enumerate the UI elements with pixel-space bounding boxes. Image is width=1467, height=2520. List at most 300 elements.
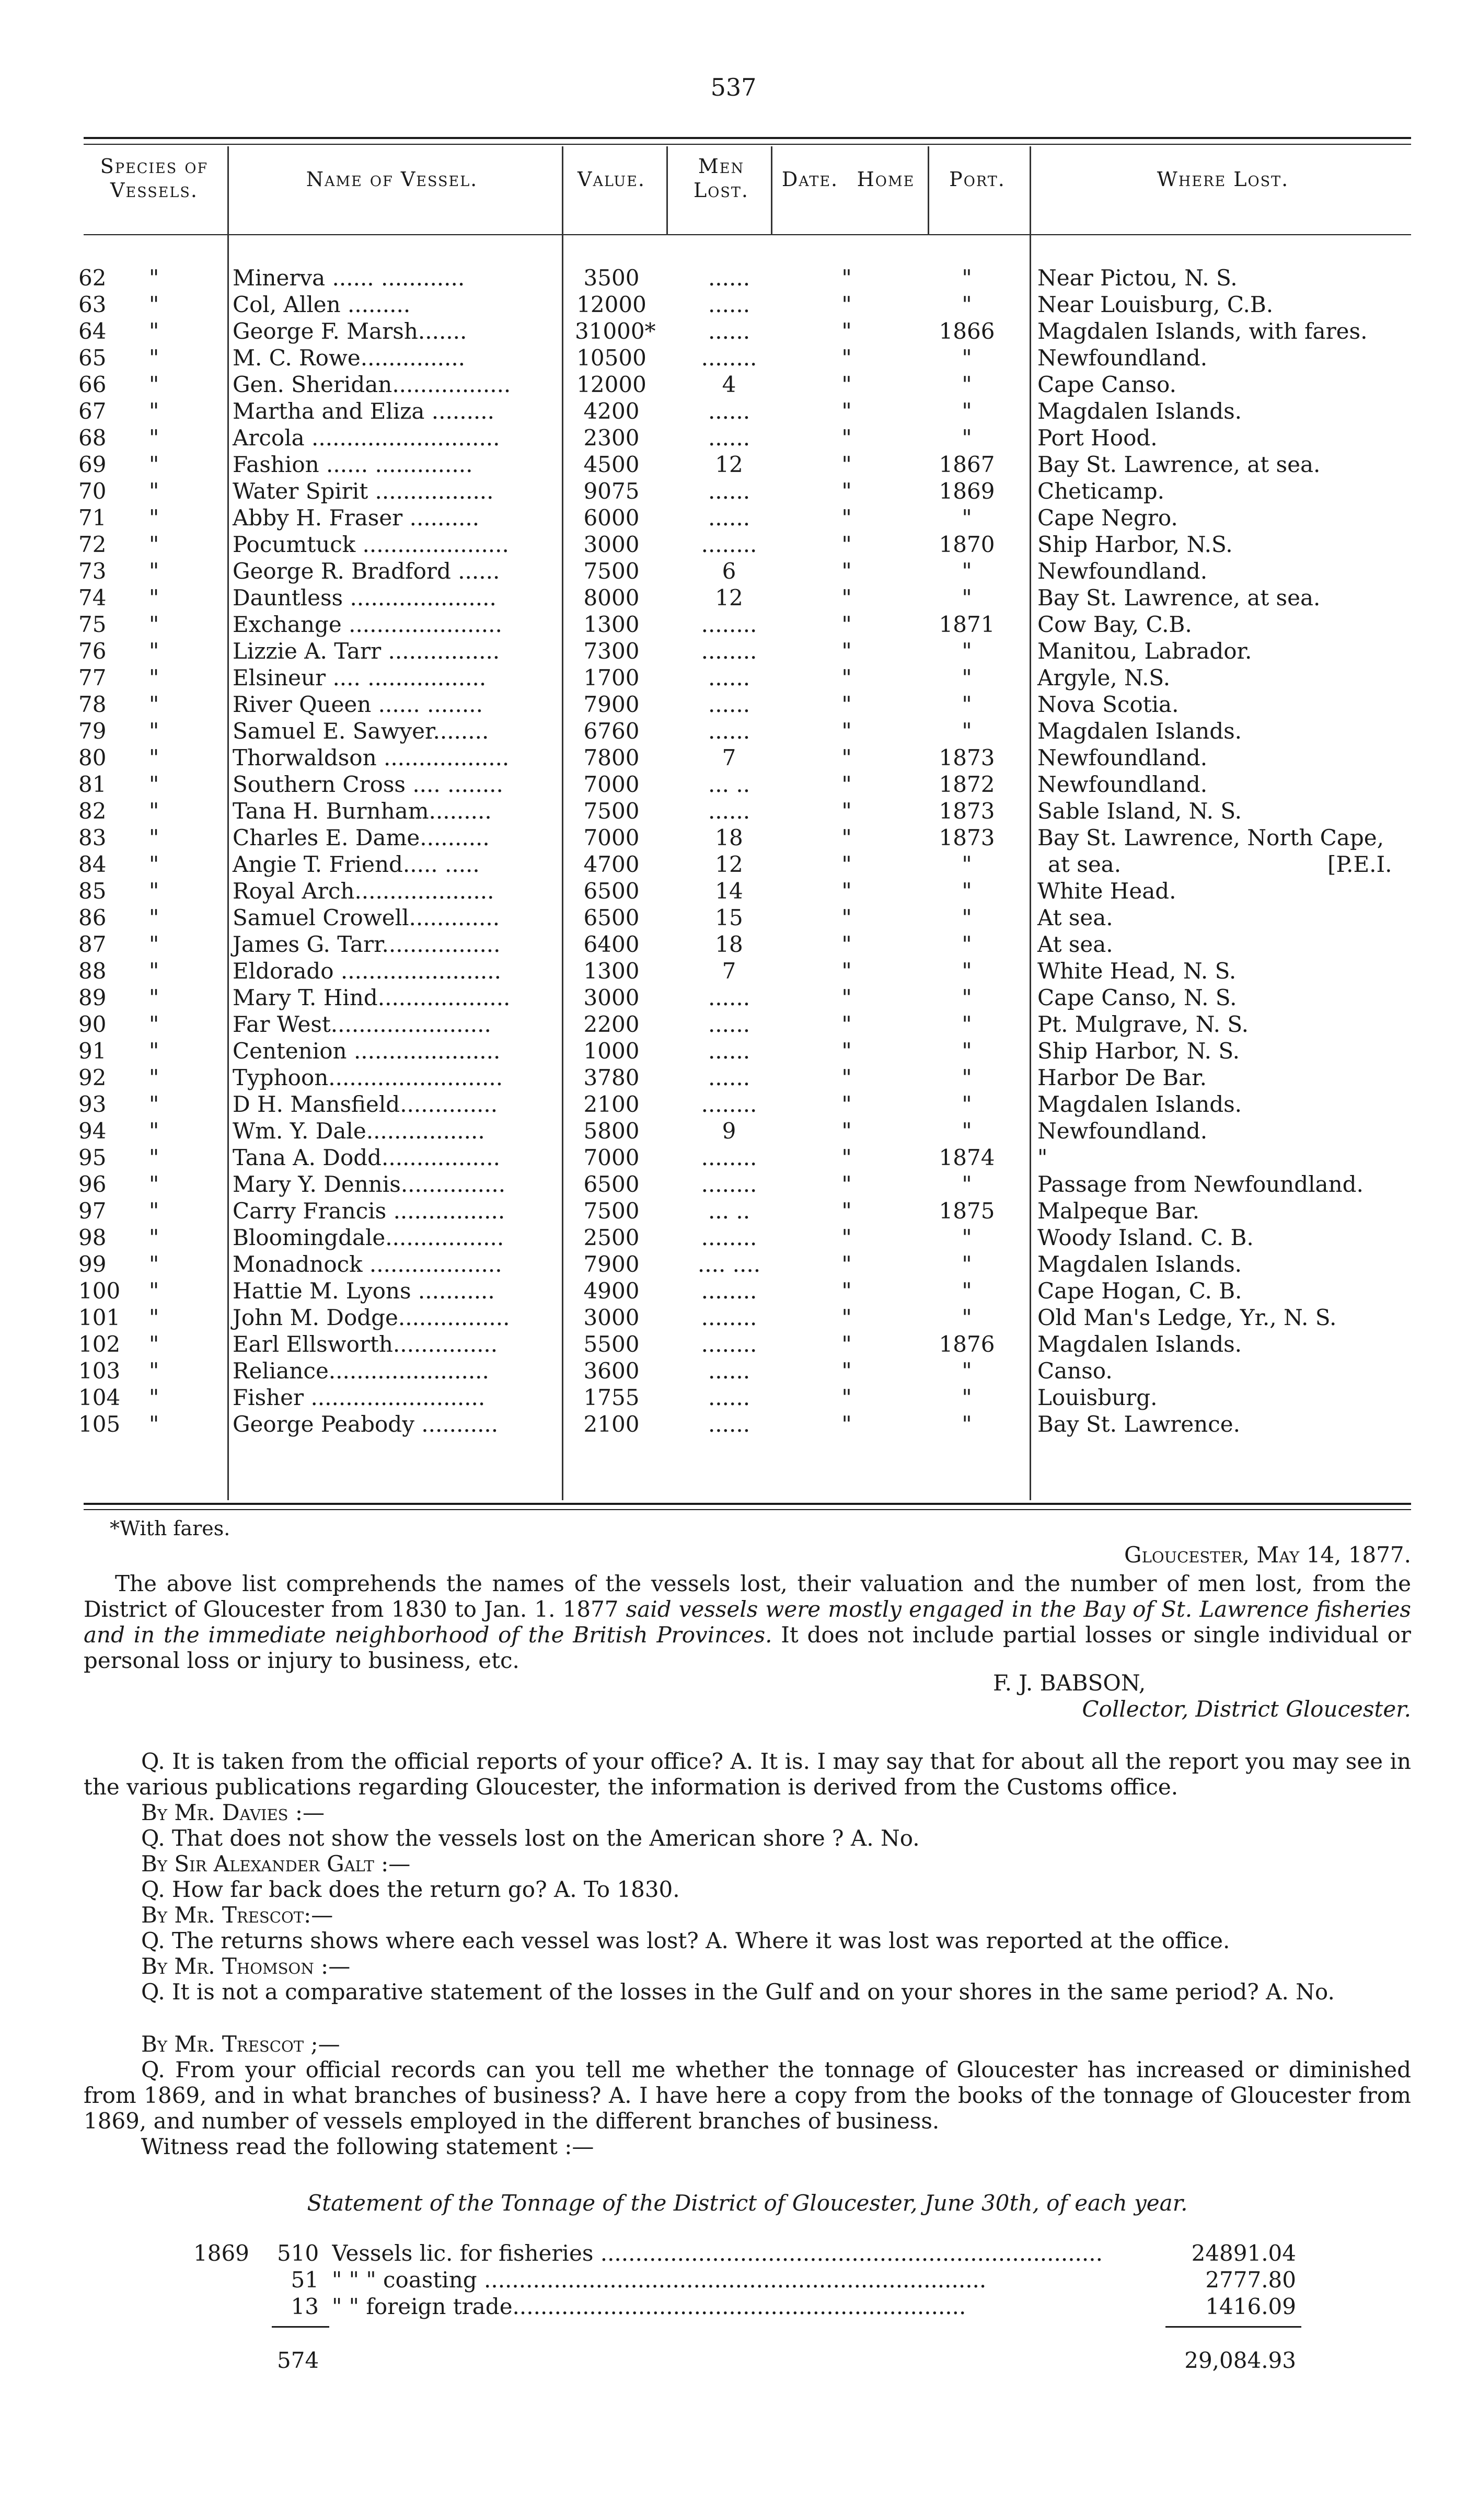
row-number: 104 [78,1385,121,1410]
home-cell: " [841,398,852,424]
vessel-name-cell: George R. Bradford ...... [233,558,500,584]
header-men-lost: Men Lost. [694,155,749,202]
value-cell: 3000 [583,532,640,557]
species-cell: " [149,825,159,850]
year-cell: " [962,1011,972,1037]
home-cell: " [841,1411,852,1437]
where-lost-cell: At sea. [1037,931,1113,957]
vessel-name-cell: Hattie M. Lyons ........... [233,1278,495,1304]
vessel-name-cell: Samuel E. Sawyer........ [233,718,489,744]
table-row [0,824,1467,851]
year-cell: " [962,905,972,930]
home-cell: " [841,745,852,770]
species-cell: " [149,1065,159,1090]
qa-speaker: By Mr. Thomson :— [141,1953,351,1979]
page-number: 537 [710,73,757,101]
statement-amount: 24891.04 [1191,2240,1296,2266]
vessel-name-cell: Tana A. Dodd................. [233,1145,500,1170]
vessel-name-cell: Samuel Crowell............. [233,905,500,930]
year-cell: " [962,718,972,744]
where-lost-cell: Louisburg. [1037,1385,1158,1410]
table-row [0,744,1467,771]
where-lost-cell: Cheticamp. [1037,478,1164,504]
value-cell: 1300 [583,612,640,637]
where-lost-cell: Malpeque Bar. [1037,1198,1200,1224]
letter-text: The above list comprehends the names of the vessels lost, their valuation and the number of men lost, from the District of Gloucester from 1830 to Jan. 1. 1877 [84,1571,1411,1622]
species-cell: " [149,798,159,824]
year-cell: " [962,958,972,984]
men-lost-cell: ........ [701,1331,757,1357]
men-lost-cell: ...... [708,1065,750,1090]
men-lost-cell: ...... [708,1038,750,1064]
men-lost-cell: ...... [708,1358,750,1384]
species-cell: " [149,478,159,504]
home-cell: " [841,558,852,584]
header-port: Port. [949,168,1006,191]
where-lost-cell: Bay St. Lawrence, at sea. [1037,452,1321,477]
value-cell: 6400 [583,931,640,957]
where-lost-cell: White Head. [1037,878,1176,904]
where-lost-cell: Nova Scotia. [1037,692,1179,717]
species-cell: " [149,1011,159,1037]
table-row [0,584,1467,611]
species-cell: " [149,398,159,424]
statement-desc: Vessels lic. for fisheries ........................................................................ [332,2240,1103,2266]
table-row [0,1011,1467,1038]
where-lost-cell: Cape Canso, N. S. [1037,985,1237,1010]
vessel-name-cell: Arcola ........................... [233,425,500,451]
vessel-name-cell: Eldorado ....................... [233,958,501,984]
men-lost-cell: ...... [708,505,750,531]
species-cell: " [149,718,159,744]
value-cell: 7800 [583,745,640,770]
table-row [0,1251,1467,1278]
species-cell: " [149,318,159,344]
value-cell: 7000 [583,1145,640,1170]
value-cell: 6500 [583,905,640,930]
home-cell: " [841,665,852,691]
row-number: 90 [78,1011,107,1037]
home-cell: " [841,372,852,397]
vessel-name-cell: Southern Cross .... ........ [233,772,503,797]
year-cell: " [962,1411,972,1437]
table-row [0,638,1467,664]
home-cell: " [841,425,852,451]
value-cell: 1755 [583,1385,640,1410]
year-cell: " [962,851,972,877]
value-cell: 31000* [575,318,656,344]
where-lost-cell: Harbor De Bar. [1037,1065,1207,1090]
table-row [0,504,1467,531]
qa-speaker: By Sir Alexander Galt :— [141,1851,411,1877]
dateline: Gloucester, May 14, 1877. [1124,1542,1411,1568]
men-lost-cell: ........ [701,1171,757,1197]
vessel-name-cell: River Queen ...... ........ [233,692,483,717]
where-lost-cell: Cape Hogan, C. B. [1037,1278,1242,1304]
qa-note: Witness read the following statement :— [141,2134,594,2159]
value-cell: 7300 [583,638,640,664]
men-lost-cell: 7 [722,958,736,984]
footnote: *With fares. [110,1517,230,1540]
table-row [0,984,1467,1011]
men-lost-cell: ........ [701,532,757,557]
where-lost-cell: Newfoundland. [1037,558,1208,584]
home-cell: " [841,1065,852,1090]
row-number: 74 [78,585,107,611]
year-cell: " [962,558,972,584]
home-cell: " [841,931,852,957]
species-cell: " [149,1145,159,1170]
row-number: 99 [78,1251,107,1277]
qa-question: Q. It is taken from the official reports of your office? A. It is. I may say that for about all the report you may see in the various publications regarding Gloucester, the information is derived from the Customs office. [84,1748,1411,1800]
species-cell: " [149,505,159,531]
value-cell: 3600 [583,1358,640,1384]
men-lost-cell: ...... [708,478,750,504]
row-number: 97 [78,1198,107,1224]
home-cell: " [841,1038,852,1064]
value-cell: 6500 [583,1171,640,1197]
vessel-name-cell: Mary T. Hind................... [233,985,511,1010]
value-cell: 8000 [583,585,640,611]
vessel-name-cell: George Peabody ........... [233,1411,499,1437]
men-lost-cell: ........ [701,1225,757,1250]
value-cell: 7000 [583,825,640,850]
table-row [0,611,1467,638]
year-cell: " [962,665,972,691]
table-row [0,451,1467,478]
species-cell: " [149,1251,159,1277]
row-number: 85 [78,878,107,904]
vessel-name-cell: Pocumtuck ..................... [233,532,509,557]
species-cell: " [149,665,159,691]
where-lost-cell: Newfoundland. [1037,345,1208,371]
species-cell: " [149,612,159,637]
where-lost-cell: Near Louisburg, C.B. [1037,292,1274,317]
men-lost-cell: ........ [701,1278,757,1304]
vessel-name-cell: John M. Dodge................ [233,1305,510,1330]
row-number: 71 [78,505,107,531]
qa-question: Q. How far back does the return go? A. To 1830. [141,1877,680,1902]
home-cell: " [841,1251,852,1277]
where-lost-cell: Manitou, Labrador. [1037,638,1252,664]
row-number: 67 [78,398,107,424]
where-lost-cell: Cow Bay, C.B. [1037,612,1192,637]
men-lost-cell: ...... [708,1011,750,1037]
row-number: 73 [78,558,107,584]
table-row [0,931,1467,958]
table-row [0,478,1467,504]
year-cell: 1869 [939,478,995,504]
vessel-name-cell: Dauntless ..................... [233,585,496,611]
table-row [0,1304,1467,1331]
value-cell: 12000 [576,292,646,317]
home-cell: " [841,265,852,291]
home-cell: " [841,718,852,744]
men-lost-cell: ........ [701,1305,757,1330]
year-cell: " [962,425,972,451]
men-lost-cell: 4 [722,372,736,397]
men-lost-cell: ...... [708,398,750,424]
vessel-name-cell: Centenion ..................... [233,1038,501,1064]
table-row [0,1091,1467,1118]
vessel-name-cell: Water Spirit ................. [233,478,494,504]
year-cell: " [962,1065,972,1090]
where-lost-cell: White Head, N. S. [1037,958,1237,984]
vessel-name-cell: Fashion ...... .............. [233,452,473,477]
where-lost-cell: " [1037,1145,1048,1170]
table-row [0,718,1467,744]
vessel-name-cell: Earl Ellsworth............... [233,1331,498,1357]
row-number: 79 [78,718,107,744]
men-lost-cell: .... .... [697,1251,761,1277]
where-lost-cell: Port Hood. [1037,425,1158,451]
home-cell: " [841,1011,852,1037]
species-cell: " [149,905,159,930]
where-lost-cell: Argyle, N.S. [1037,665,1171,691]
value-cell: 6000 [583,505,640,531]
men-lost-cell: ... .. [708,1198,750,1224]
species-cell: " [149,1385,159,1410]
vessel-name-cell: Royal Arch.................... [233,878,494,904]
row-number: 65 [78,345,107,371]
home-cell: " [841,1305,852,1330]
year-cell: " [962,1171,972,1197]
species-cell: " [149,1118,159,1144]
letter-text-italic: said vessels were mostly engaged in the Bay of St. Lawrence fisheries and in the immediate neighborhood of the British Provinces. [84,1596,1411,1648]
statement-count: 13 [291,2294,319,2319]
table-row [0,1357,1467,1384]
year-cell: 1873 [939,798,995,824]
table-row [0,344,1467,371]
value-cell: 4500 [583,452,640,477]
species-cell: " [149,585,159,611]
vessel-name-cell: D H. Mansfield.............. [233,1091,498,1117]
table-row [0,291,1467,318]
value-cell: 7000 [583,772,640,797]
statement-amount: 2777.80 [1205,2267,1296,2293]
row-number: 100 [78,1278,121,1304]
row-number: 77 [78,665,107,691]
row-number: 72 [78,532,107,557]
table-bottom-rule [84,1503,1411,1505]
home-cell: " [841,905,852,930]
where-lost-cell: Ship Harbor, N. S. [1037,1038,1240,1064]
qa-question: Q. From your official records can you tell me whether the tonnage of Gloucester has increased or diminished from 1869, and in what branches of business? A. I have here a copy from the books of the tonnage of Gloucester from 1869, and number of vessels employed in the different branches of business. [84,2057,1411,2134]
home-cell: " [841,1278,852,1304]
statement-total-amount: 29,084.93 [1184,2348,1296,2373]
men-lost-cell: ... .. [708,772,750,797]
species-cell: " [149,1225,159,1250]
home-cell: " [841,452,852,477]
men-lost-cell: 12 [715,585,743,611]
table-row [0,798,1467,824]
vessel-name-cell: Col, Allen ......... [233,292,411,317]
where-lost-cell: Cape Negro. [1037,505,1178,531]
species-cell: " [149,1358,159,1384]
value-cell: 1300 [583,958,640,984]
where-lost-cell: At sea. [1037,905,1113,930]
table-row [0,958,1467,984]
table-row [0,1038,1467,1064]
table-row [0,691,1467,718]
table-row [0,1144,1467,1171]
home-cell: " [841,1225,852,1250]
value-cell: 2100 [583,1411,640,1437]
year-cell: 1866 [939,318,995,344]
value-cell: 7900 [583,692,640,717]
where-lost-cell: Ship Harbor, N.S. [1037,532,1233,557]
species-cell: " [149,532,159,557]
value-cell: 5500 [583,1331,640,1357]
table-row [0,371,1467,398]
table-row [0,558,1467,584]
row-number: 94 [78,1118,107,1144]
vessel-name-cell: George F. Marsh....... [233,318,467,344]
year-cell: " [962,585,972,611]
year-cell: 1867 [939,452,995,477]
home-cell: " [841,585,852,611]
men-lost-cell: ...... [708,425,750,451]
men-lost-cell: ........ [701,1091,757,1117]
row-number: 70 [78,478,107,504]
year-cell: " [962,985,972,1010]
value-cell: 4200 [583,398,640,424]
row-number: 84 [78,851,107,877]
where-lost-cell: Magdalen Islands. [1037,1331,1242,1357]
year-cell: 1876 [939,1331,995,1357]
value-cell: 2100 [583,1091,640,1117]
value-cell: 2300 [583,425,640,451]
vessel-name-cell: Tana H. Burnham......... [233,798,492,824]
table-row [0,1278,1467,1304]
qa-question: Q. That does not show the vessels lost on the American shore ? A. No. [141,1825,920,1851]
table-row [0,264,1467,291]
species-cell: " [149,638,159,664]
row-number: 92 [78,1065,107,1090]
home-cell: " [841,532,852,557]
year-cell: " [962,1251,972,1277]
home-cell: " [841,878,852,904]
species-cell: " [149,558,159,584]
vessel-name-cell: Reliance....................... [233,1358,489,1384]
where-lost-cell: Bay St. Lawrence. [1037,1411,1240,1437]
home-cell: " [841,985,852,1010]
where-lost-cell: Bay St. Lawrence, North Cape, [1037,825,1384,850]
row-number: 83 [78,825,107,850]
header-name: Name of Vessel. [306,168,478,191]
year-cell: " [962,265,972,291]
vessel-name-cell: Elsineur .... ................. [233,665,487,691]
statement-desc: " " foreign trade................................................................. [332,2294,966,2319]
home-cell: " [841,851,852,877]
where-lost-cell: Bay St. Lawrence, at sea. [1037,585,1321,611]
statement-count: 51 [291,2267,319,2293]
where-lost-cell: Magdalen Islands, with fares. [1037,318,1368,344]
col-divider [771,146,772,235]
where-lost-cell: Magdalen Islands. [1037,398,1242,424]
row-number: 91 [78,1038,107,1064]
species-cell: " [149,931,159,957]
letter-text-end: It does not include partial losses or single individual or personal loss or injury to business, etc. [84,1622,1411,1673]
value-cell: 9075 [583,478,640,504]
species-cell: " [149,985,159,1010]
year-cell: 1873 [939,825,995,850]
home-cell: " [841,318,852,344]
qa-speaker: By Mr. Davies :— [141,1800,325,1825]
qa-question: Q. It is not a comparative statement of the losses in the Gulf and on your shores in the same period? A. No. [141,1979,1335,2005]
men-lost-cell: ...... [708,265,750,291]
where-lost-cell: Near Pictou, N. S. [1037,265,1238,291]
species-cell: " [149,1038,159,1064]
species-cell: " [149,692,159,717]
row-number: 95 [78,1145,107,1170]
men-lost-cell: 14 [715,878,743,904]
row-number: 64 [78,318,107,344]
statement-count: 510 [277,2240,319,2266]
where-lost-cell: Passage from Newfoundland. [1037,1171,1364,1197]
men-lost-cell: ........ [701,638,757,664]
statement-desc: " " " coasting ........................................................................ [332,2267,987,2293]
year-cell: " [962,692,972,717]
year-cell: 1873 [939,745,995,770]
header-species: Species of Vessels. [100,155,209,202]
col-divider [666,146,668,235]
home-cell: " [841,505,852,531]
men-lost-cell: ...... [708,692,750,717]
table-row [0,878,1467,904]
where-lost-cell: Newfoundland. [1037,745,1208,770]
row-number: 81 [78,772,107,797]
table-row [0,1171,1467,1198]
home-cell: " [841,638,852,664]
year-cell: " [962,931,972,957]
where-lost-cell: Magdalen Islands. [1037,1251,1242,1277]
qa-question: Q. The returns shows where each vessel was lost? A. Where it was lost was reported at the office. [141,1928,1230,1953]
home-cell: " [841,772,852,797]
value-cell: 1000 [583,1038,640,1064]
year-cell: " [962,1358,972,1384]
men-lost-cell: 6 [722,558,736,584]
vessel-name-cell: Abby H. Fraser .......... [233,505,480,531]
men-lost-cell: 18 [715,825,743,850]
where-lost-cell: Magdalen Islands. [1037,1091,1242,1117]
men-lost-cell: ...... [708,1411,750,1437]
value-cell: 4700 [583,851,640,877]
row-number: 89 [78,985,107,1010]
year-cell: " [962,1385,972,1410]
species-cell: " [149,425,159,451]
men-lost-cell: ........ [701,1145,757,1170]
year-cell: " [962,372,972,397]
value-cell: 7500 [583,798,640,824]
home-cell: " [841,798,852,824]
men-lost-cell: ...... [708,985,750,1010]
statement-year: 1869 [193,2240,249,2266]
value-cell: 3500 [583,265,640,291]
home-cell: " [841,1385,852,1410]
men-lost-cell: 7 [722,745,736,770]
table-row [0,1224,1467,1251]
value-cell: 12000 [576,372,646,397]
men-lost-cell: ...... [708,718,750,744]
species-cell: " [149,1305,159,1330]
row-number: 75 [78,612,107,637]
table-row [0,531,1467,558]
species-cell: " [149,745,159,770]
year-cell: 1870 [939,532,995,557]
row-number: 88 [78,958,107,984]
table-row [0,851,1467,878]
